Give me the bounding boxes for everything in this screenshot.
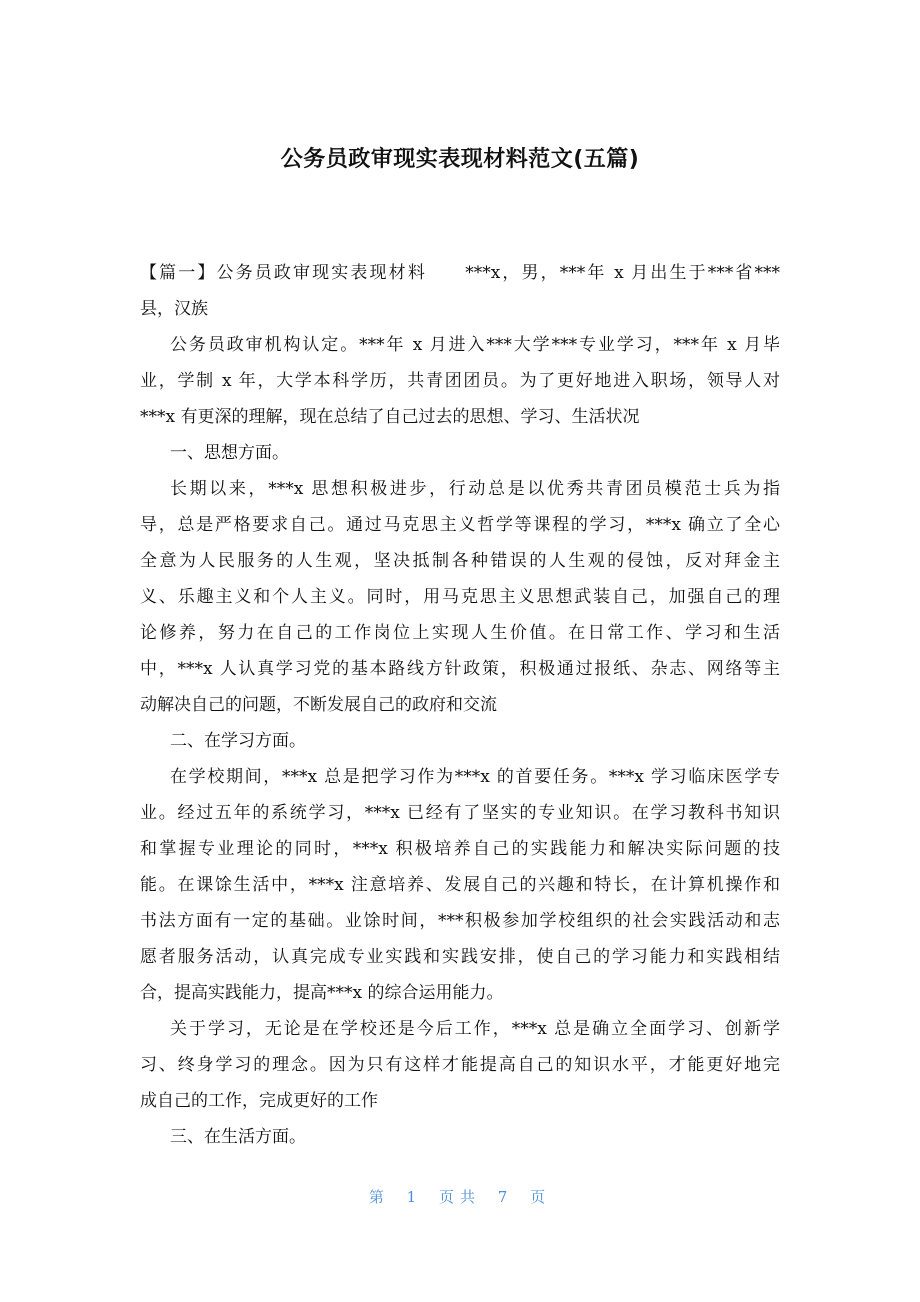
text-line: 动解决自己的问题，不断发展自己的政府和交流: [140, 695, 497, 715]
text-line: 长期以来，***x 思想积极进步，行动总是以优秀共青团员模范士兵为指: [170, 479, 780, 499]
text-line: 关于学习，无论是在学校还是今后工作，***x 总是确立全面学习、创新学: [170, 1019, 780, 1039]
text-line: 成自己的工作，完成更好的工作: [140, 1091, 378, 1111]
text-line: 县，汉族: [140, 299, 208, 319]
text-line: 义、乐趣主义和个人主义。同时，用马克思主义思想武装自己，加强自己的理: [140, 587, 780, 607]
text-line: 业，学制 x 年，大学本科学历，共青团团员。为了更好地进入职场，领导人对: [140, 371, 780, 391]
text-line: 一、思想方面。: [170, 443, 289, 463]
text-line: ***x 有更深的理解，现在总结了自己过去的思想、学习、生活状况: [140, 407, 640, 427]
text-line: 导，总是严格要求自己。通过马克思主义哲学等课程的学习，***x 确立了全心: [140, 515, 780, 535]
text-line: 在学校期间，***x 总是把学习作为***x 的首要任务。***x 学习临床医学专: [170, 767, 780, 787]
text-line: 【篇一】公务员政审现实表现材料 ***x，男，***年 x 月出生于***省***: [140, 263, 780, 283]
text-line: 全意为人民服务的人生观，坚决抵制各种错误的人生观的侵蚀，反对拜金主: [140, 551, 780, 571]
text-line: 业。经过五年的系统学习，***x 已经有了坚实的专业知识。在学习教科书知识: [140, 803, 780, 823]
text-line: 书法方面有一定的基础。业馀时间，***积极参加学校组织的社会实践活动和志: [140, 911, 780, 931]
document-title: 公务员政审现实表现材料范文(五篇): [280, 147, 640, 172]
text-line: 和掌握专业理论的同时，***x 积极培养自己的实践能力和解决实际问题的技: [140, 839, 780, 859]
text-line: 三、在生活方面。: [170, 1127, 306, 1147]
text-line: 论修养，努力在自己的工作岗位上实现人生价值。在日常工作、学习和生活: [140, 623, 780, 643]
text-line: 愿者服务活动，认真完成专业实践和实践安排，使自己的学习能力和实践相结: [140, 947, 780, 967]
text-line: 习、终身学习的理念。因为只有这样才能提高自己的知识水平，才能更好地完: [140, 1055, 780, 1075]
text-line: 中，***x 人认真学习党的基本路线方针政策，积极通过报纸、杂志、网络等主: [140, 659, 780, 679]
text-line: 合，提高实践能力，提高***x 的综合运用能力。: [140, 983, 504, 1003]
text-line: 二、在学习方面。: [170, 731, 306, 751]
page-number-footer: 第 1 页共 7 页: [368, 1188, 552, 1206]
text-line: 能。在课馀生活中，***x 注意培养、发展自己的兴趣和特长，在计算机操作和: [140, 875, 780, 895]
text-line: 公务员政审机构认定。***年 x 月进入***大学***专业学习，***年 x 月毕: [170, 335, 780, 355]
document-body: [140, 255, 780, 1155]
